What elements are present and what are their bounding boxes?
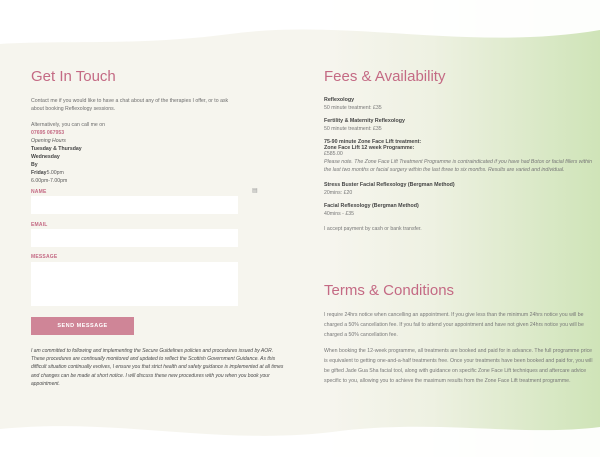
contact-intro: Contact me if you would like to have a chat about any of the therapies I offer, or to ask about booking Reflexology sessions. [31,98,229,112]
message-input[interactable] [31,262,238,306]
name-label: NAME [31,189,47,195]
fee-item-title: Reflexology [324,97,355,103]
zone-title-1: 75-90 minute Zone Face Lift treatment: [324,139,422,145]
top-wave-decoration [0,0,600,60]
hours-row: Wednesday [31,154,60,161]
message-label: MESSAGE [31,254,58,260]
bottom-wave-decoration [0,407,600,457]
hours-row: 6.00pm-7.00pm [31,178,68,185]
terms-title: Terms & Conditions [324,282,455,299]
form-card-icon: ▤ [252,188,258,194]
terms-paragraph: When booking the 12-week programme, all treatments are booked and paid for in advance. The full programme price is equivalent to getting one-and-a-half treatments free. Once your treatments have been booked and paid for, you will be gifted Jade Gua Sha facial tool, along with guidance on specific Zone Face Lift techniques and aftercare advice specific to you, allowing you to achieve the maximum results from the Zone Face Lift treatment programme. [324,348,593,384]
fees-title: Fees & Availability [324,68,446,85]
hours-row: Friday5.00pm [31,170,64,177]
fee-item-title: Fertility & Maternity Reflexology [324,118,405,124]
fee-item [324,97,594,111]
hours-row: By [31,162,38,169]
fee-item-title: Facial Reflexology (Bergman Method) [324,203,419,209]
fee-item-detail: 20mins: £20 [324,190,353,196]
terms-paragraph: I require 24hrs notice when cancelling an appointment. If you give less than the minimum 24hrs notice you will be charged a 50% cancellation fee. If you fail to attend your appointment and have not given 24hrs notice you will be charged a 50% cancellation fee. [324,312,584,338]
fee-item [324,118,594,132]
fee-item-detail: 40mins - £35 [324,211,354,217]
fee-item [324,182,594,196]
send-message-button[interactable]: SEND MESSAGE [31,317,134,335]
hours-row: Tuesday & Thursday [31,146,82,153]
opening-hours-label: Opening Hours [31,138,66,145]
call-text: Alternatively, you can call me on [31,121,106,128]
email-label: EMAIL [31,222,48,228]
contact-section [31,68,241,185]
zone-face-lift-item [324,139,594,174]
name-input[interactable] [31,196,238,214]
zone-note: Please note. The Zone Face Lift Treatment Programme is contraindicated if you have had Botox or facial fillers within the last two months or facial surgery within the last three to six months. Results are varied and individual. [324,159,593,173]
email-input[interactable] [31,229,238,247]
zone-price: £585.00 [324,151,343,157]
phone-link[interactable]: 07695 067953 [31,130,65,137]
fee-item-title: Stress Buster Facial Reflexology (Bergman Method) [324,182,455,188]
guidelines-note: I am committed to following and implementing the Secure Guidelines policies and procedures issued by AOR. These procedures are continually monitored and updated to reflect the Scottish Government Guidance. As this difficult situation continually evolves, I ensure you that strict health and safety guidance is implemented at all times and changes can be made at short notice. I will discuss these new procedures with you when you book your appointment. [31,348,284,387]
payment-note: I accept payment by cash or bank transfer. [324,226,422,232]
fee-item-detail: 50 minute treatment: £35 [324,126,382,132]
fees-section [324,68,594,232]
contact-title: Get In Touch [31,68,116,85]
fee-item-detail: 50 minute treatment: £35 [324,105,382,111]
terms-section [324,282,596,387]
zone-title-2: Zone Face Lift 12 week Programme: [324,145,415,151]
fee-item [324,203,594,217]
